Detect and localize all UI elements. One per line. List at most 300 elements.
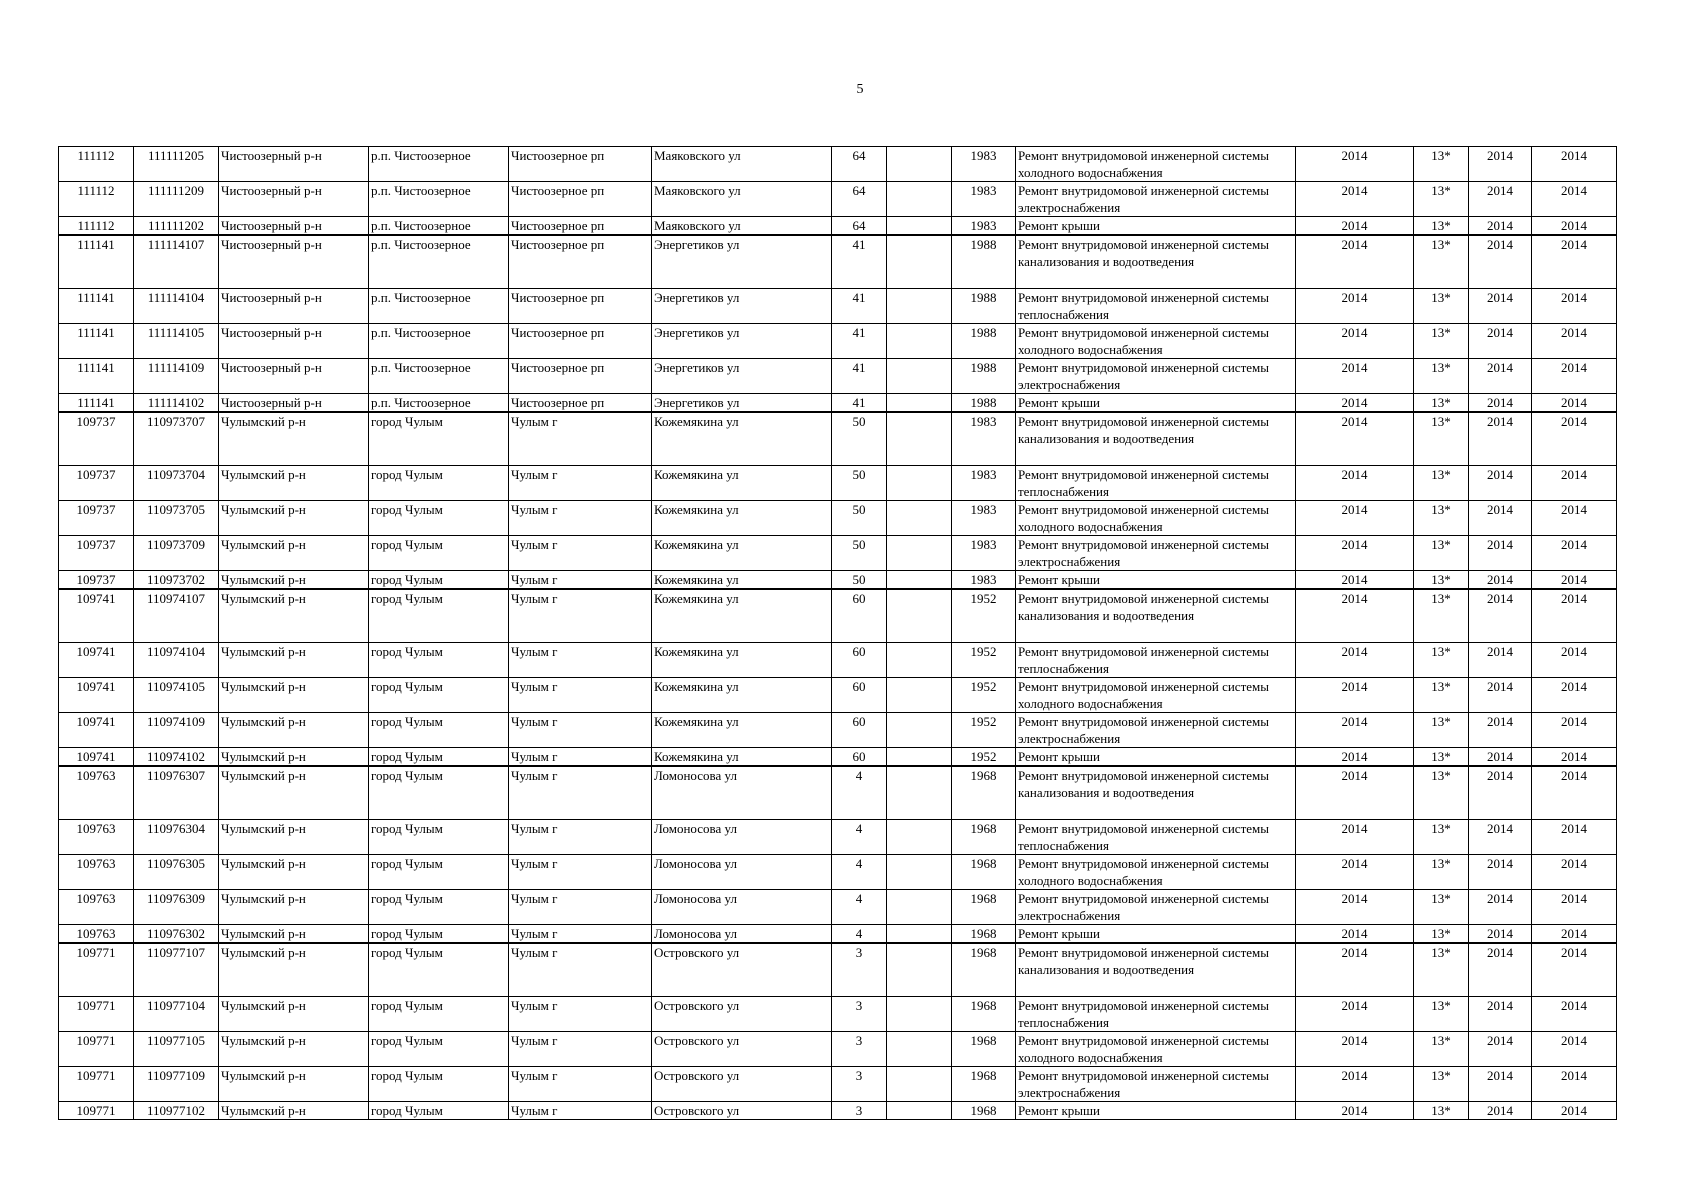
- locality-cell: Чистоозерное рп: [509, 235, 652, 289]
- table-row: [59, 1032, 1617, 1067]
- year-built-cell: 1968: [952, 925, 1016, 944]
- plan-year-cell: 2014: [1296, 713, 1414, 748]
- building-cell: [887, 925, 952, 944]
- settlement-cell: город Чулым: [369, 997, 509, 1032]
- table-row: [59, 501, 1617, 536]
- start-year-cell: 2014: [1469, 501, 1532, 536]
- year-built-cell: 1983: [952, 147, 1016, 182]
- group-code-cell: 109741: [59, 643, 134, 678]
- start-year-cell: 2014: [1469, 997, 1532, 1032]
- group-code-cell: 109763: [59, 820, 134, 855]
- street-cell: Кожемякина ул: [652, 571, 832, 590]
- locality-cell: Чулым г: [509, 713, 652, 748]
- street-cell: Энергетиков ул: [652, 235, 832, 289]
- rate-cell: 13*: [1414, 324, 1469, 359]
- rate-cell: 13*: [1414, 925, 1469, 944]
- rate-cell: 13*: [1414, 997, 1469, 1032]
- rate-cell: 13*: [1414, 217, 1469, 236]
- settlement-cell: город Чулым: [369, 1102, 509, 1120]
- building-cell: [887, 589, 952, 643]
- building-cell: [887, 890, 952, 925]
- rate-cell: 13*: [1414, 678, 1469, 713]
- district-cell: Чулымский р-н: [219, 412, 369, 466]
- district-cell: Чулымский р-н: [219, 536, 369, 571]
- rate-cell: 13*: [1414, 713, 1469, 748]
- year-built-cell: 1968: [952, 943, 1016, 997]
- page-number: 5: [856, 82, 864, 97]
- rate-cell: 13*: [1414, 1102, 1469, 1120]
- locality-cell: Чулым г: [509, 855, 652, 890]
- start-year-cell: 2014: [1469, 182, 1532, 217]
- group-code-cell: 109741: [59, 589, 134, 643]
- house-number-cell: 3: [832, 1067, 887, 1102]
- rate-cell: 13*: [1414, 289, 1469, 324]
- work-code-cell: 110976304: [134, 820, 219, 855]
- district-cell: Чулымский р-н: [219, 890, 369, 925]
- end-year-cell: 2014: [1532, 925, 1617, 944]
- work-code-cell: 110974105: [134, 678, 219, 713]
- work-code-cell: 110977104: [134, 997, 219, 1032]
- end-year-cell: 2014: [1532, 324, 1617, 359]
- work-code-cell: 110976305: [134, 855, 219, 890]
- building-cell: [887, 536, 952, 571]
- work-type-cell: Ремонт крыши: [1016, 571, 1296, 590]
- street-cell: Энергетиков ул: [652, 289, 832, 324]
- table-row: [59, 359, 1617, 394]
- table-row: [59, 820, 1617, 855]
- table-row: [59, 289, 1617, 324]
- group-code-cell: 111112: [59, 217, 134, 236]
- plan-year-cell: 2014: [1296, 147, 1414, 182]
- district-cell: Чистоозерный р-н: [219, 289, 369, 324]
- work-code-cell: 110977107: [134, 943, 219, 997]
- district-cell: Чистоозерный р-н: [219, 324, 369, 359]
- settlement-cell: город Чулым: [369, 501, 509, 536]
- locality-cell: Чулым г: [509, 678, 652, 713]
- work-code-cell: 110977109: [134, 1067, 219, 1102]
- work-type-cell: Ремонт внутридомовой инженерной системы теплоснабжения: [1016, 997, 1296, 1032]
- work-type-cell: Ремонт крыши: [1016, 217, 1296, 236]
- locality-cell: Чулым г: [509, 766, 652, 820]
- group-code-cell: 109737: [59, 501, 134, 536]
- house-number-cell: 60: [832, 748, 887, 767]
- house-number-cell: 41: [832, 235, 887, 289]
- work-code-cell: 111111205: [134, 147, 219, 182]
- start-year-cell: 2014: [1469, 571, 1532, 590]
- building-cell: [887, 182, 952, 217]
- work-type-cell: Ремонт внутридомовой инженерной системы холодного водоснабжения: [1016, 147, 1296, 182]
- plan-year-cell: 2014: [1296, 820, 1414, 855]
- settlement-cell: город Чулым: [369, 1067, 509, 1102]
- work-type-cell: Ремонт крыши: [1016, 394, 1296, 413]
- house-number-cell: 50: [832, 571, 887, 590]
- start-year-cell: 2014: [1469, 1102, 1532, 1120]
- start-year-cell: 2014: [1469, 713, 1532, 748]
- work-code-cell: 111114105: [134, 324, 219, 359]
- street-cell: Кожемякина ул: [652, 412, 832, 466]
- rate-cell: 13*: [1414, 589, 1469, 643]
- district-cell: Чулымский р-н: [219, 589, 369, 643]
- table-row: [59, 217, 1617, 236]
- end-year-cell: 2014: [1532, 501, 1617, 536]
- start-year-cell: 2014: [1469, 466, 1532, 501]
- street-cell: Кожемякина ул: [652, 536, 832, 571]
- street-cell: Кожемякина ул: [652, 466, 832, 501]
- work-code-cell: 110973705: [134, 501, 219, 536]
- table-row: [59, 643, 1617, 678]
- end-year-cell: 2014: [1532, 412, 1617, 466]
- locality-cell: Чулым г: [509, 643, 652, 678]
- year-built-cell: 1988: [952, 394, 1016, 413]
- work-type-cell: Ремонт внутридомовой инженерной системы канализования и водоотведения: [1016, 589, 1296, 643]
- plan-year-cell: 2014: [1296, 890, 1414, 925]
- locality-cell: Чистоозерное рп: [509, 359, 652, 394]
- building-cell: [887, 1067, 952, 1102]
- district-cell: Чулымский р-н: [219, 943, 369, 997]
- start-year-cell: 2014: [1469, 147, 1532, 182]
- settlement-cell: город Чулым: [369, 643, 509, 678]
- building-cell: [887, 359, 952, 394]
- street-cell: Кожемякина ул: [652, 501, 832, 536]
- plan-year-cell: 2014: [1296, 925, 1414, 944]
- street-cell: Островского ул: [652, 997, 832, 1032]
- building-cell: [887, 394, 952, 413]
- work-code-cell: 110974109: [134, 713, 219, 748]
- plan-year-cell: 2014: [1296, 748, 1414, 767]
- work-code-cell: 111114104: [134, 289, 219, 324]
- house-number-cell: 60: [832, 589, 887, 643]
- work-type-cell: Ремонт крыши: [1016, 748, 1296, 767]
- start-year-cell: 2014: [1469, 324, 1532, 359]
- street-cell: Островского ул: [652, 1067, 832, 1102]
- group-code-cell: 109741: [59, 713, 134, 748]
- house-number-cell: 50: [832, 412, 887, 466]
- year-built-cell: 1968: [952, 855, 1016, 890]
- district-cell: Чистоозерный р-н: [219, 394, 369, 413]
- plan-year-cell: 2014: [1296, 536, 1414, 571]
- table-body: [59, 147, 1617, 1120]
- end-year-cell: 2014: [1532, 359, 1617, 394]
- building-cell: [887, 235, 952, 289]
- house-number-cell: 41: [832, 359, 887, 394]
- year-built-cell: 1968: [952, 766, 1016, 820]
- work-code-cell: 110976307: [134, 766, 219, 820]
- building-cell: [887, 820, 952, 855]
- building-cell: [887, 678, 952, 713]
- building-cell: [887, 855, 952, 890]
- house-number-cell: 60: [832, 678, 887, 713]
- settlement-cell: р.п. Чистоозерное: [369, 235, 509, 289]
- settlement-cell: р.п. Чистоозерное: [369, 147, 509, 182]
- street-cell: Маяковского ул: [652, 147, 832, 182]
- end-year-cell: 2014: [1532, 536, 1617, 571]
- end-year-cell: 2014: [1532, 678, 1617, 713]
- table-row: [59, 1067, 1617, 1102]
- plan-year-cell: 2014: [1296, 394, 1414, 413]
- rate-cell: 13*: [1414, 1067, 1469, 1102]
- start-year-cell: 2014: [1469, 943, 1532, 997]
- end-year-cell: 2014: [1532, 235, 1617, 289]
- start-year-cell: 2014: [1469, 289, 1532, 324]
- year-built-cell: 1968: [952, 890, 1016, 925]
- group-code-cell: 109771: [59, 1032, 134, 1067]
- year-built-cell: 1968: [952, 997, 1016, 1032]
- house-number-cell: 50: [832, 466, 887, 501]
- start-year-cell: 2014: [1469, 217, 1532, 236]
- settlement-cell: город Чулым: [369, 890, 509, 925]
- table-row: [59, 855, 1617, 890]
- end-year-cell: 2014: [1532, 182, 1617, 217]
- end-year-cell: 2014: [1532, 890, 1617, 925]
- settlement-cell: р.п. Чистоозерное: [369, 217, 509, 236]
- year-built-cell: 1968: [952, 1102, 1016, 1120]
- district-cell: Чулымский р-н: [219, 1032, 369, 1067]
- rate-cell: 13*: [1414, 147, 1469, 182]
- settlement-cell: город Чулым: [369, 412, 509, 466]
- house-number-cell: 4: [832, 766, 887, 820]
- house-number-cell: 41: [832, 394, 887, 413]
- district-cell: Чистоозерный р-н: [219, 235, 369, 289]
- locality-cell: Чулым г: [509, 466, 652, 501]
- settlement-cell: город Чулым: [369, 766, 509, 820]
- year-built-cell: 1988: [952, 289, 1016, 324]
- building-cell: [887, 501, 952, 536]
- street-cell: Энергетиков ул: [652, 324, 832, 359]
- work-code-cell: 110974104: [134, 643, 219, 678]
- street-cell: Кожемякина ул: [652, 678, 832, 713]
- settlement-cell: город Чулым: [369, 589, 509, 643]
- plan-year-cell: 2014: [1296, 412, 1414, 466]
- locality-cell: Чистоозерное рп: [509, 217, 652, 236]
- work-type-cell: Ремонт внутридомовой инженерной системы теплоснабжения: [1016, 466, 1296, 501]
- building-cell: [887, 643, 952, 678]
- house-number-cell: 50: [832, 501, 887, 536]
- district-cell: Чистоозерный р-н: [219, 182, 369, 217]
- work-type-cell: Ремонт внутридомовой инженерной системы холодного водоснабжения: [1016, 324, 1296, 359]
- work-type-cell: Ремонт внутридомовой инженерной системы теплоснабжения: [1016, 643, 1296, 678]
- plan-year-cell: 2014: [1296, 217, 1414, 236]
- table-row: [59, 748, 1617, 767]
- work-type-cell: Ремонт внутридомовой инженерной системы холодного водоснабжения: [1016, 501, 1296, 536]
- rate-cell: 13*: [1414, 748, 1469, 767]
- district-cell: Чулымский р-н: [219, 855, 369, 890]
- plan-year-cell: 2014: [1296, 324, 1414, 359]
- start-year-cell: 2014: [1469, 359, 1532, 394]
- locality-cell: Чулым г: [509, 997, 652, 1032]
- work-type-cell: Ремонт крыши: [1016, 925, 1296, 944]
- group-code-cell: 109737: [59, 571, 134, 590]
- settlement-cell: р.п. Чистоозерное: [369, 359, 509, 394]
- group-code-cell: 109771: [59, 1067, 134, 1102]
- locality-cell: Чулым г: [509, 748, 652, 767]
- end-year-cell: 2014: [1532, 997, 1617, 1032]
- table-row: [59, 235, 1617, 289]
- district-cell: Чулымский р-н: [219, 1067, 369, 1102]
- work-type-cell: Ремонт внутридомовой инженерной системы холодного водоснабжения: [1016, 1032, 1296, 1067]
- table-row: [59, 147, 1617, 182]
- building-cell: [887, 324, 952, 359]
- group-code-cell: 109771: [59, 1102, 134, 1120]
- work-type-cell: Ремонт внутридомовой инженерной системы канализования и водоотведения: [1016, 943, 1296, 997]
- year-built-cell: 1968: [952, 1032, 1016, 1067]
- end-year-cell: 2014: [1532, 571, 1617, 590]
- house-number-cell: 3: [832, 997, 887, 1032]
- building-cell: [887, 748, 952, 767]
- building-cell: [887, 943, 952, 997]
- start-year-cell: 2014: [1469, 536, 1532, 571]
- building-cell: [887, 147, 952, 182]
- house-number-cell: 64: [832, 147, 887, 182]
- start-year-cell: 2014: [1469, 1067, 1532, 1102]
- rate-cell: 13*: [1414, 943, 1469, 997]
- settlement-cell: город Чулым: [369, 820, 509, 855]
- district-cell: Чулымский р-н: [219, 713, 369, 748]
- settlement-cell: город Чулым: [369, 1032, 509, 1067]
- group-code-cell: 109737: [59, 412, 134, 466]
- table-row: [59, 394, 1617, 413]
- locality-cell: Чулым г: [509, 412, 652, 466]
- start-year-cell: 2014: [1469, 643, 1532, 678]
- group-code-cell: 109763: [59, 766, 134, 820]
- end-year-cell: 2014: [1532, 713, 1617, 748]
- work-code-cell: 111114102: [134, 394, 219, 413]
- work-code-cell: 110973709: [134, 536, 219, 571]
- end-year-cell: 2014: [1532, 1067, 1617, 1102]
- house-number-cell: 3: [832, 943, 887, 997]
- work-type-cell: Ремонт внутридомовой инженерной системы холодного водоснабжения: [1016, 678, 1296, 713]
- work-code-cell: 110973707: [134, 412, 219, 466]
- locality-cell: Чистоозерное рп: [509, 394, 652, 413]
- street-cell: Кожемякина ул: [652, 748, 832, 767]
- district-cell: Чулымский р-н: [219, 997, 369, 1032]
- year-built-cell: 1988: [952, 235, 1016, 289]
- settlement-cell: город Чулым: [369, 855, 509, 890]
- work-type-cell: Ремонт внутридомовой инженерной системы канализования и водоотведения: [1016, 766, 1296, 820]
- plan-year-cell: 2014: [1296, 1032, 1414, 1067]
- end-year-cell: 2014: [1532, 217, 1617, 236]
- rate-cell: 13*: [1414, 235, 1469, 289]
- rate-cell: 13*: [1414, 466, 1469, 501]
- work-type-cell: Ремонт внутридомовой инженерной системы электроснабжения: [1016, 713, 1296, 748]
- group-code-cell: 109737: [59, 536, 134, 571]
- work-code-cell: 110974102: [134, 748, 219, 767]
- year-built-cell: 1988: [952, 324, 1016, 359]
- year-built-cell: 1952: [952, 643, 1016, 678]
- plan-year-cell: 2014: [1296, 289, 1414, 324]
- work-type-cell: Ремонт внутридомовой инженерной системы канализования и водоотведения: [1016, 235, 1296, 289]
- rate-cell: 13*: [1414, 182, 1469, 217]
- year-built-cell: 1983: [952, 536, 1016, 571]
- locality-cell: Чулым г: [509, 943, 652, 997]
- plan-year-cell: 2014: [1296, 571, 1414, 590]
- building-cell: [887, 1102, 952, 1120]
- start-year-cell: 2014: [1469, 1032, 1532, 1067]
- end-year-cell: 2014: [1532, 289, 1617, 324]
- locality-cell: Чулым г: [509, 571, 652, 590]
- work-code-cell: 110973702: [134, 571, 219, 590]
- house-number-cell: 4: [832, 855, 887, 890]
- group-code-cell: 109763: [59, 925, 134, 944]
- year-built-cell: 1968: [952, 820, 1016, 855]
- work-type-cell: Ремонт внутридомовой инженерной системы теплоснабжения: [1016, 289, 1296, 324]
- district-cell: Чулымский р-н: [219, 1102, 369, 1120]
- street-cell: Островского ул: [652, 1032, 832, 1067]
- start-year-cell: 2014: [1469, 678, 1532, 713]
- table-row: [59, 1102, 1617, 1120]
- table-row: [59, 589, 1617, 643]
- start-year-cell: 2014: [1469, 855, 1532, 890]
- work-type-cell: Ремонт внутридомовой инженерной системы электроснабжения: [1016, 359, 1296, 394]
- settlement-cell: город Чулым: [369, 571, 509, 590]
- rate-cell: 13*: [1414, 501, 1469, 536]
- locality-cell: Чулым г: [509, 589, 652, 643]
- house-number-cell: 64: [832, 217, 887, 236]
- district-cell: Чулымский р-н: [219, 466, 369, 501]
- street-cell: Ломоносова ул: [652, 890, 832, 925]
- street-cell: Кожемякина ул: [652, 589, 832, 643]
- district-cell: Чистоозерный р-н: [219, 147, 369, 182]
- work-code-cell: 111111202: [134, 217, 219, 236]
- start-year-cell: 2014: [1469, 235, 1532, 289]
- table-row: [59, 324, 1617, 359]
- start-year-cell: 2014: [1469, 890, 1532, 925]
- district-cell: Чистоозерный р-н: [219, 217, 369, 236]
- start-year-cell: 2014: [1469, 412, 1532, 466]
- locality-cell: Чулым г: [509, 1102, 652, 1120]
- locality-cell: Чулым г: [509, 1067, 652, 1102]
- house-number-cell: 64: [832, 182, 887, 217]
- end-year-cell: 2014: [1532, 820, 1617, 855]
- settlement-cell: город Чулым: [369, 466, 509, 501]
- street-cell: Маяковского ул: [652, 217, 832, 236]
- group-code-cell: 111141: [59, 289, 134, 324]
- plan-year-cell: 2014: [1296, 997, 1414, 1032]
- year-built-cell: 1988: [952, 359, 1016, 394]
- district-cell: Чистоозерный р-н: [219, 359, 369, 394]
- start-year-cell: 2014: [1469, 925, 1532, 944]
- locality-cell: Чулым г: [509, 536, 652, 571]
- settlement-cell: р.п. Чистоозерное: [369, 324, 509, 359]
- plan-year-cell: 2014: [1296, 182, 1414, 217]
- work-type-cell: Ремонт внутридомовой инженерной системы теплоснабжения: [1016, 820, 1296, 855]
- group-code-cell: 111141: [59, 359, 134, 394]
- street-cell: Ломоносова ул: [652, 925, 832, 944]
- plan-year-cell: 2014: [1296, 235, 1414, 289]
- group-code-cell: 111141: [59, 235, 134, 289]
- year-built-cell: 1983: [952, 466, 1016, 501]
- locality-cell: Чулым г: [509, 820, 652, 855]
- year-built-cell: 1983: [952, 412, 1016, 466]
- locality-cell: Чистоозерное рп: [509, 182, 652, 217]
- start-year-cell: 2014: [1469, 394, 1532, 413]
- plan-year-cell: 2014: [1296, 643, 1414, 678]
- building-cell: [887, 1032, 952, 1067]
- work-type-cell: Ремонт внутридомовой инженерной системы электроснабжения: [1016, 536, 1296, 571]
- rate-cell: 13*: [1414, 820, 1469, 855]
- year-built-cell: 1952: [952, 713, 1016, 748]
- locality-cell: Чулым г: [509, 501, 652, 536]
- table-row: [59, 466, 1617, 501]
- work-code-cell: 110976309: [134, 890, 219, 925]
- end-year-cell: 2014: [1532, 589, 1617, 643]
- house-number-cell: 3: [832, 1032, 887, 1067]
- settlement-cell: город Чулым: [369, 748, 509, 767]
- table-row: [59, 182, 1617, 217]
- district-cell: Чулымский р-н: [219, 571, 369, 590]
- table-row: [59, 925, 1617, 944]
- end-year-cell: 2014: [1532, 394, 1617, 413]
- group-code-cell: 109763: [59, 890, 134, 925]
